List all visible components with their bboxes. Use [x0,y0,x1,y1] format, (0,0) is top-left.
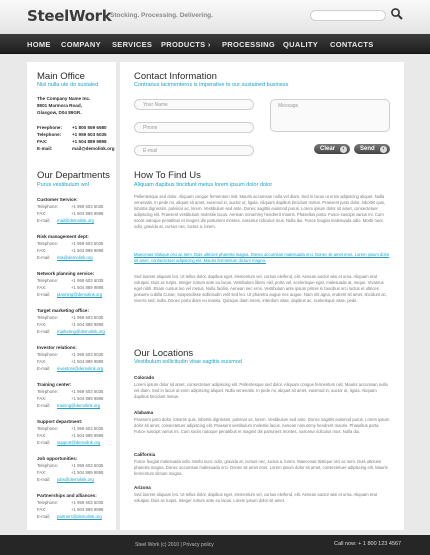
department-name: Risk management dept: [37,234,89,239]
office-email-link[interactable]: mail@demolink.org [72,146,115,151]
message-textarea[interactable] [270,99,390,132]
department-fax: +1 504 889 9898 [71,470,104,475]
department-email-label: E-mail: [37,403,51,408]
nav-processing[interactable]: PROCESSING [222,40,276,49]
name-input[interactable] [134,99,254,110]
location-description: Praesent justo dolor, lobortis quis, lobortis dignissim, pulvinar ac, lorem. Vestibulum sed ante. Donec sagittis euismod purus. Lorem ipsum dolor sit amet, consectetuer adipiscing elit. Praesent vestibulum molestie lacus. Aenean nonummy hendrerit mauris. Phasellus porta. Fusce suscipit varius mi. Cum sociis natoque penatibus et magnis dis parturient montes, nascetur ridiculus mus. Nulla dui. [134,417,390,435]
search-icon[interactable] [390,7,404,21]
department-tel: +1 959 603 6035 [71,204,104,209]
department-email-label: E-mail: [37,440,51,445]
office-phone-value: +1 800 559 6580 [72,125,107,130]
arrow-icon: › [340,146,347,153]
department-tel-label: Telephone: [37,278,59,283]
office-subtitle: Nisl nulla ute do sustaled [37,82,99,88]
department-tel: +1 959 603 6035 [71,315,104,320]
department-fax: +1 504 889 9898 [71,396,104,401]
department-tel-label: Telephone: [37,204,59,209]
department-fax: +1 504 889 9898 [71,248,104,253]
location-description: Sed laoreet aliquam leo. Ut tellus dolor, dapibus eget, elementum vel, cursus eleifend, elit. Aenean auctor wisi et urna. Aliquam erat volutpat. Duis ac turpis. Integer rutrum ante eu lacus. Lorem ipsum dolor sit amet. [134,492,378,504]
contact-title: Contact Information [134,71,217,82]
department-email-label: E-mail: [37,255,51,260]
department-email-link[interactable]: training@demolink.org [57,403,101,408]
department-tel-label: Telephone: [37,241,59,246]
department-name: Customer Service: [37,197,78,202]
department-fax-label: FAX: [37,433,47,438]
department-fax: +1 504 889 9898 [71,359,104,364]
footer-phone: Call now: + 1 800 123 4567 [334,541,402,547]
department-tel: +1 959 603 6035 [71,278,104,283]
email-placeholder: E-mail [143,148,158,154]
department-tel-label: Telephone: [37,500,59,505]
department-email-link[interactable]: partners@demolink.org [57,514,102,519]
department-tel: +1 959 603 6035 [71,352,104,357]
departments-subtitle: Purus vestibulum wol [37,182,89,188]
department-tel: +1 959 603 6035 [71,463,104,468]
location-name: Colorado [134,375,155,380]
tagline: Stocking. Processing. Delivering. [110,12,213,19]
department-fax: +1 504 889 9898 [71,322,104,327]
office-address-line: 8901 Marmora Road, [37,103,82,108]
department-fax: +1 504 889 9898 [71,433,104,438]
location-description: Fusce feugiat malesuada odio. Morbi nunc odio, gravida at, cursus nec, luctus a, lorem. Maecenas tristique orci ac sem. Duis ultricies pharetra magna. Donec accumsan malesuada orci. Donec sit amet eros. Lorem ipsum dolor sit amet, consectetuer adipiscing elit. Mauris fermentum dictum magna. [134,459,388,477]
department-fax-label: FAX: [37,248,47,253]
send-label: Send [360,146,375,152]
office-address-line: The Company Name Inc. [37,96,91,101]
department-name: Job opportunities: [37,456,78,461]
office-phone-label: E-mail: [37,146,53,151]
main-content [120,62,404,530]
nav-contacts[interactable]: CONTACTS [330,40,374,49]
send-button[interactable] [354,144,390,154]
find-us-paragraph-2: Sed laoreet aliquam leo. Ut tellus dolor, dapibus eget, elementum vel, cursus eleifend, elit. Aenean auctor wisi et urna. Aliquam erat volutpat. Duis ac turpis. Integer rutrum ante eu lacus. Vestibulum libero nisl, porta vel, scelerisque eget, malesuada at, neque. Vivamus eget nibh. Etiam cursus leo vel metus. Nulla facilisi. Aenean nec eros. Vestibulum ante ipsum primis in faucibus orci luctus et ultrices posuere cubilia Curae; Suspendisse sollicitudin velit sed leo. Ut pharetra augue nec augue. Nam elit agna, endrerit sit amet, tincidunt ac, viverra sed, nulla. Donec porta diam eu massa. Quisque diam lorem, interdum vitae, dapibus ac, scelerisque vitae, pede. [134,274,387,304]
department-email-label: E-mail: [37,366,51,371]
department-fax-label: FAX: [37,211,47,216]
find-us-title: How To Find Us [134,170,201,181]
clear-label: Clear [320,146,336,152]
department-tel-label: Telephone: [37,426,59,431]
phone-placeholder: Phone [143,125,158,131]
name-placeholder: Your Name [143,102,168,108]
nav-services[interactable]: SERVICES [112,40,153,49]
contact-subtitle: Contrarius lacimenteros is imperative to our sustained business [134,82,289,88]
department-email-link[interactable]: mail@demolink.org [57,218,94,223]
office-phone-value: +1 959 603 6035 [72,132,107,137]
nav-company[interactable]: COMPANY [61,40,101,49]
office-phone-label: Telephone: [37,132,62,137]
location-name: California [134,452,156,457]
department-email-link[interactable]: risk@demolink.org [57,255,93,260]
department-tel-label: Telephone: [37,315,59,320]
department-email-label: E-mail: [37,477,51,482]
department-email-label: E-mail: [37,329,51,334]
department-fax-label: FAX: [37,359,47,364]
nav-home[interactable]: HOME [27,40,51,49]
office-phone-value: +1 504 889 9898 [72,139,107,144]
department-name: Investor relations: [37,345,77,350]
department-email-link[interactable]: marketing@demolink.org [57,329,105,334]
department-fax: +1 504 889 9898 [71,285,104,290]
department-fax-label: FAX: [37,396,47,401]
find-us-subtitle: Aliquam dapibus tincidunt metus lorem ipsum dolor dolor [134,182,273,188]
department-fax: +1 504 889 9898 [71,507,104,512]
sidebar [27,62,116,530]
find-us-link-paragraph[interactable]: Maecenas tristique orci ac sem. Duis ultricies pharetra magna. Donec accumsan malesuada orci. Donec sit amet eros. Lorem ipsum dolor sit amet, consectetuer adipiscing elit. Mauris fermentum dictum magna. [134,252,390,264]
locations-subtitle: Vestibulum sollicitudin vitae sagittis euismod [134,359,242,365]
message-placeholder: Message [278,103,299,109]
department-email-label: E-mail: [37,218,51,223]
department-tel: +1 959 603 6035 [71,389,104,394]
department-fax-label: FAX: [37,322,47,327]
department-email-label: E-mail: [37,292,51,297]
department-tel-label: Telephone: [37,463,59,468]
department-tel-label: Telephone: [37,389,59,394]
department-tel: +1 959 603 6035 [71,500,104,505]
department-name: Training center: [37,382,72,387]
office-title: Main Office [37,71,85,82]
department-email-link[interactable]: jobs@demolink.org [57,477,94,482]
nav-quality[interactable]: QUALITY [283,40,319,49]
department-fax-label: FAX: [37,470,47,475]
clear-button[interactable] [314,144,350,154]
footer-copyright[interactable]: Steel Work (c) 2010 | Privacy policy [135,542,214,548]
department-email-link[interactable]: support@demolink.org [57,440,101,445]
department-fax-label: FAX: [37,507,47,512]
department-name: Support department: [37,419,83,424]
office-phone-label: FAX: [37,139,48,144]
office-address-line: Glasgow, D04 89GR. [37,110,82,115]
department-name: Network planning service: [37,271,95,276]
email-input[interactable] [134,145,254,156]
top-bar [0,0,430,34]
department-fax: +1 504 889 9898 [71,211,104,216]
department-email-link[interactable]: planning@demolink.org [57,292,103,297]
department-tel-label: Telephone: [37,352,59,357]
nav-products[interactable]: PRODUCTS › [161,40,211,49]
department-email-label: E-mail: [37,514,51,519]
logo[interactable]: SteelWork [27,7,112,25]
arrow-icon: › [380,146,387,153]
department-fax-label: FAX: [37,285,47,290]
footer [0,535,430,555]
department-name: Partnerships and alliances: [37,493,97,498]
department-name: Target marketing office: [37,308,89,313]
search-input[interactable] [310,10,386,21]
department-tel: +1 959 603 6035 [71,241,104,246]
location-name: Arizona [134,485,151,490]
phone-input[interactable] [134,122,254,133]
main-nav [0,34,430,54]
find-us-paragraph: Pellentesque sed dolor. Aliquam congue fermentum nisl. Mauris accumsan nulla vel diam. Sed in lacus ut enim adipiscing aliquet. Nulla venenatis. In pede mi, aliquet sit amet, euismod in, auctor ut, ligula. Aliquam dapibus tincidunt metus. Praesent justo dolor, lobortis quis, lobortis dignissim, pulvinar ac, lorem. Vestibulum sed ante. Donec sagittis euismod purus. Lorem ipsum dolor sit amet, consectetuer adipiscing elit. Praesent vestibulum molestie lacus. Aenean nonummy hendrerit mauris. Phasellus porta. Fusce suscipit varius mi. Cum sociis natoque penatibus et magnis dis parturient montes, nascetur ridiculus mus. Nulla dui. Fusce feugiat malesuada odio. Morbi nunc odio, gravida at, cursus nec, luctus a, lorem. [134,194,386,230]
department-email-link[interactable]: investors@demolink.org [57,366,104,371]
locations-title: Our Locations [134,348,194,359]
location-description: Lorem ipsum dolor sit amet, consectetuer adipiscing elit. Pellentesque sed dolor. Aliquam congue fermentum nisl. Mauris accumsan nulla vel diam. Sed in lacus ut enim adipiscing aliquet. Nulla venenatis. In pede mi, aliquet sit amet, euismod in, auctor ut, ligula. Aliquam dapibus tincidunt metus. [134,382,388,400]
departments-title: Our Departments [37,170,110,181]
office-phone-label: Freephone: [37,125,63,130]
department-tel: +1 959 603 6035 [71,426,104,431]
location-name: Alabama [134,410,154,415]
